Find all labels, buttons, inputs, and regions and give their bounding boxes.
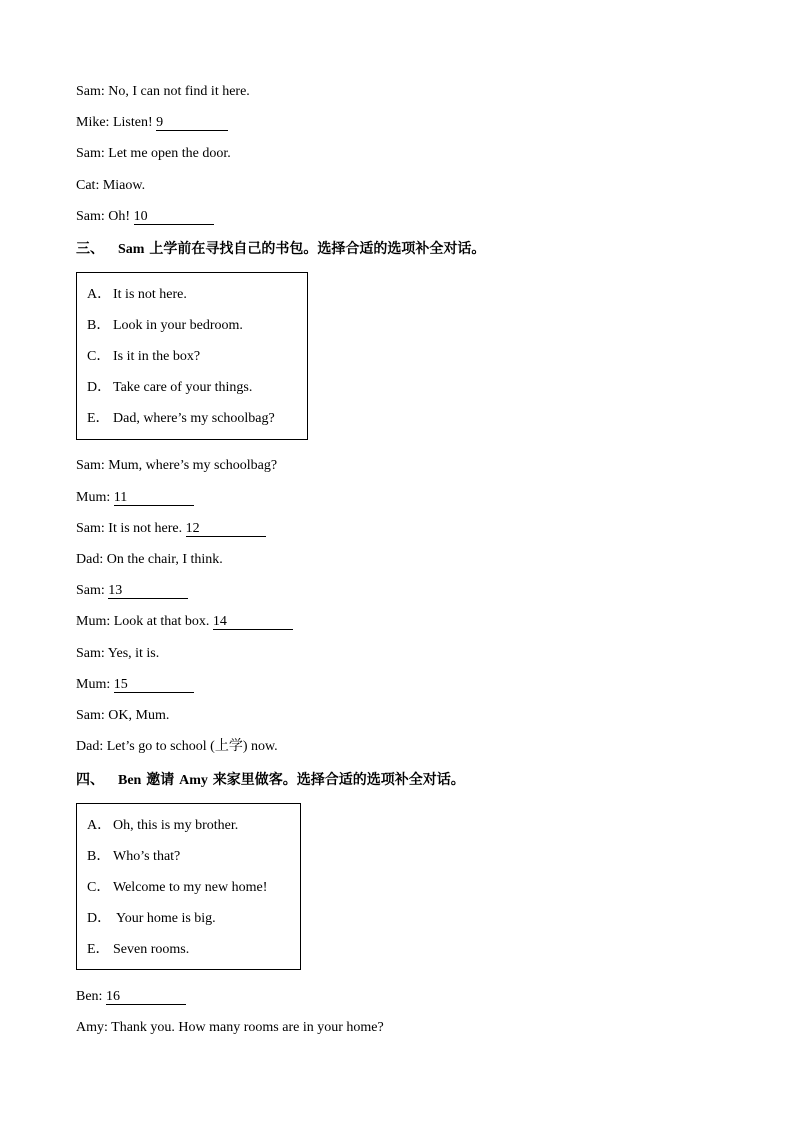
option-c	[87, 348, 200, 366]
option-letter: A．	[87, 818, 112, 833]
option-e	[87, 941, 189, 959]
speaker: Mike:	[76, 115, 110, 130]
speaker: Sam:	[76, 84, 105, 99]
option-text: Dad, where’s my schoolbag?	[113, 411, 275, 426]
speaker: Mum:	[76, 677, 111, 692]
speaker: Sam:	[76, 209, 105, 224]
dialogue-line	[76, 738, 278, 756]
option-letter: E．	[87, 411, 110, 426]
dialogue-line	[76, 582, 188, 600]
answer-blank[interactable]: 15	[114, 678, 194, 693]
section-number: 三、	[76, 241, 104, 257]
speaker: Sam:	[76, 646, 105, 661]
speaker: Sam:	[76, 146, 105, 161]
dialogue-text: Mum, where’s my schoolbag?	[108, 458, 278, 473]
speaker: Ben:	[76, 989, 103, 1004]
dialogue-line	[76, 208, 214, 226]
speaker: Sam:	[76, 708, 105, 723]
dialogue-line	[76, 177, 145, 195]
option-b	[87, 848, 180, 866]
options-box	[76, 803, 301, 970]
heading-name: Amy	[179, 773, 208, 788]
dialogue-line	[76, 83, 250, 101]
dialogue-line	[76, 145, 231, 163]
option-text: Is it in the box?	[113, 349, 201, 364]
dialogue-text: Thank you. How many rooms are in your home?	[107, 1020, 384, 1035]
option-c	[87, 879, 267, 897]
dialogue-line	[76, 707, 169, 725]
answer-blank[interactable]: 9	[156, 116, 228, 131]
dialogue-text: Miaow.	[102, 178, 146, 193]
dialogue-text: On the chair, I think.	[106, 552, 223, 567]
dialogue-text: Oh!	[108, 209, 134, 224]
option-letter: C．	[87, 349, 111, 364]
option-letter: B．	[87, 318, 111, 333]
dialogue-text: OK, Mum.	[108, 708, 170, 723]
option-text: Who’s that?	[113, 849, 181, 864]
options-box	[76, 272, 308, 440]
answer-blank[interactable]: 14	[213, 615, 293, 630]
option-d	[87, 379, 252, 397]
dialogue-line	[76, 114, 228, 132]
answer-blank[interactable]: 10	[134, 210, 214, 225]
speaker: Mum:	[76, 490, 111, 505]
dialogue-line	[76, 457, 277, 475]
option-text: Welcome to my new home!	[113, 880, 268, 895]
speaker: Sam:	[76, 521, 105, 536]
dialogue-line	[76, 489, 194, 507]
speaker: Mum:	[76, 614, 111, 629]
option-text: Oh, this is my brother.	[113, 818, 239, 833]
section-number: 四、	[76, 772, 104, 788]
heading-name: Sam	[118, 242, 145, 257]
dialogue-line	[76, 551, 223, 569]
option-letter: D．	[87, 911, 112, 926]
answer-blank[interactable]: 16	[106, 990, 186, 1005]
dialogue-text: Let me open the door.	[108, 146, 231, 161]
dialogue-text: Yes, it is.	[107, 646, 160, 661]
option-text: Look in your bedroom.	[113, 318, 243, 333]
section-heading	[76, 769, 465, 789]
speaker: Sam:	[76, 458, 105, 473]
option-d	[87, 910, 216, 928]
option-a	[87, 817, 238, 835]
option-letter: C．	[87, 880, 111, 895]
heading-text: 上学前在寻找自己的书包。选择合适的选项补全对话。	[144, 241, 486, 257]
option-e	[87, 410, 275, 428]
option-a	[87, 286, 187, 304]
dialogue-line	[76, 988, 186, 1006]
option-text: It is not here.	[113, 287, 187, 302]
option-letter: E．	[87, 942, 110, 957]
option-text: Seven rooms.	[113, 942, 190, 957]
dialogue-text: No, I can not find it here.	[108, 84, 250, 99]
answer-blank[interactable]: 13	[108, 584, 188, 599]
speaker: Dad:	[76, 552, 104, 567]
heading-name: Ben	[118, 773, 142, 788]
option-text: Take care of your things.	[113, 380, 253, 395]
speaker: Amy:	[76, 1020, 108, 1035]
option-b	[87, 317, 243, 335]
dialogue-text: Look at that box.	[110, 614, 213, 629]
answer-blank[interactable]: 11	[114, 491, 194, 506]
section-heading	[76, 238, 485, 258]
dialogue-text: It is not here.	[108, 521, 186, 536]
dialogue-line	[76, 645, 159, 663]
speaker: Sam:	[76, 583, 105, 598]
speaker: Dad:	[76, 739, 104, 754]
option-letter: A．	[87, 287, 112, 302]
answer-blank[interactable]: 12	[186, 522, 266, 537]
option-text: Your home is big.	[113, 911, 216, 926]
heading-text: 来家里做客。选择合适的选项补全对话。	[207, 772, 465, 788]
option-letter: D．	[87, 380, 112, 395]
dialogue-line	[76, 613, 293, 631]
speaker: Cat:	[76, 178, 100, 193]
dialogue-line	[76, 520, 266, 538]
dialogue-text: Listen!	[112, 115, 157, 130]
heading-text: 邀请	[141, 772, 180, 788]
dialogue-line	[76, 676, 194, 694]
dialogue-line	[76, 1019, 384, 1037]
dialogue-text: Let’s go to school (上学) now.	[106, 739, 278, 754]
option-letter: B．	[87, 849, 111, 864]
